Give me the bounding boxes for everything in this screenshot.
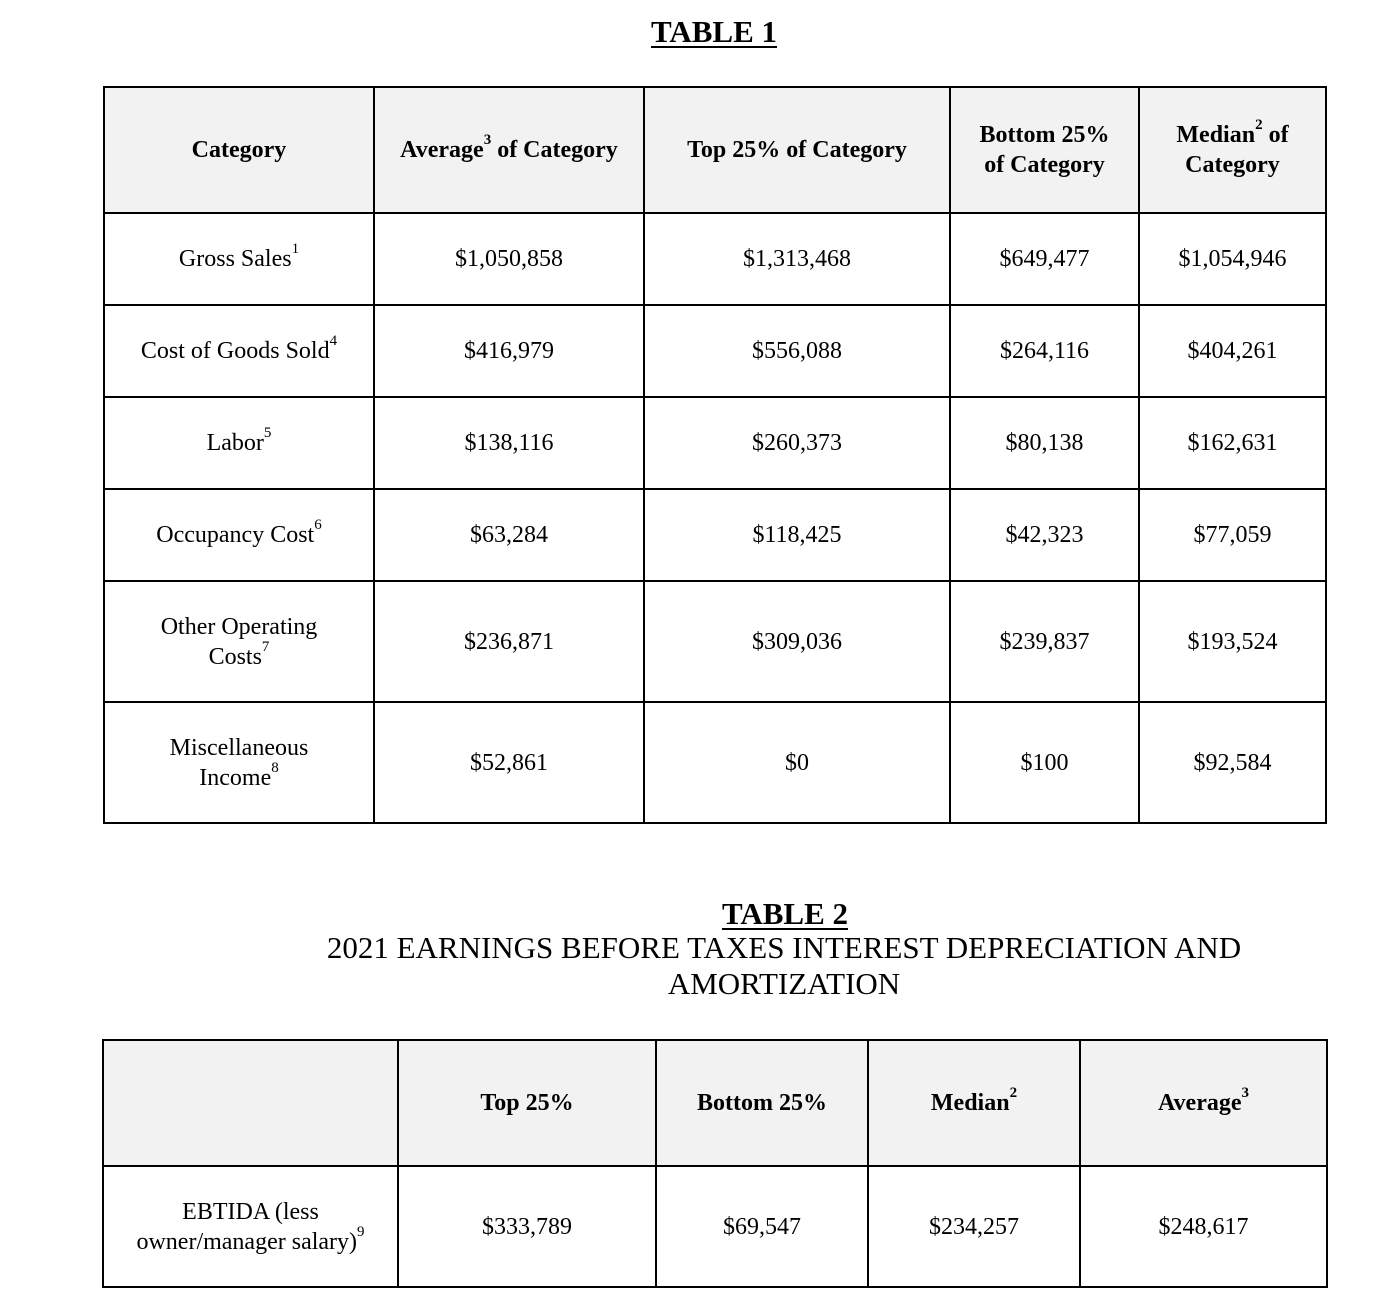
table2-title: TABLE 2 <box>721 896 849 931</box>
row-label: Occupancy Cost$^6$ <box>104 489 374 581</box>
row-label: Labor$^5$ <box>104 397 374 489</box>
cell-bottom25: $69,547 <box>656 1166 868 1287</box>
table2 <box>102 1039 1328 1288</box>
table1-header-bottom25: Bottom 25% of Category <box>950 87 1139 213</box>
table1-header-row <box>104 87 1326 213</box>
table-row <box>104 489 1326 581</box>
cell-average: $416,979 <box>374 305 644 397</box>
table-row <box>104 213 1326 305</box>
cell-top25: $118,425 <box>644 489 950 581</box>
cell-top25: $1,313,468 <box>644 213 950 305</box>
cell-top25: $309,036 <box>644 581 950 702</box>
cell-bottom25: $42,323 <box>950 489 1139 581</box>
cell-median: $234,257 <box>868 1166 1080 1287</box>
cell-top25: $333,789 <box>398 1166 656 1287</box>
cell-average: $138,116 <box>374 397 644 489</box>
cell-average: $52,861 <box>374 702 644 823</box>
row-label: EBTIDA (less owner/manager salary)$^9$ <box>103 1166 398 1287</box>
table1-title: TABLE 1 <box>650 14 778 49</box>
cell-median: $77,059 <box>1139 489 1326 581</box>
cell-top25: $260,373 <box>644 397 950 489</box>
cell-top25: $556,088 <box>644 305 950 397</box>
cell-median: $193,524 <box>1139 581 1326 702</box>
row-label: Gross Sales$^1$ <box>104 213 374 305</box>
cell-median: $162,631 <box>1139 397 1326 489</box>
table1 <box>103 86 1327 824</box>
cell-top25: $0 <box>644 702 950 823</box>
table1-header-median: Median$^2$ of Category <box>1139 87 1326 213</box>
cell-bottom25: $239,837 <box>950 581 1139 702</box>
table-row <box>104 581 1326 702</box>
table-row <box>104 305 1326 397</box>
row-label: Cost of Goods Sold$^4$ <box>104 305 374 397</box>
cell-bottom25: $100 <box>950 702 1139 823</box>
cell-median: $1,054,946 <box>1139 213 1326 305</box>
table-row <box>104 397 1326 489</box>
cell-average: $248,617 <box>1080 1166 1327 1287</box>
table2-header-top25: Top 25% <box>398 1040 656 1166</box>
table2-header-blank <box>103 1040 398 1166</box>
cell-median: $404,261 <box>1139 305 1326 397</box>
cell-bottom25: $80,138 <box>950 397 1139 489</box>
table2-header-bottom25: Bottom 25% <box>656 1040 868 1166</box>
table-row <box>104 702 1326 823</box>
table1-header-category: Category <box>104 87 374 213</box>
table2-header-median: Median$^2$ <box>868 1040 1080 1166</box>
row-label: Other Operating Costs$^7$ <box>104 581 374 702</box>
table1-header-average: Average$^3$ of Category <box>374 87 644 213</box>
table-row <box>103 1166 1327 1287</box>
cell-bottom25: $264,116 <box>950 305 1139 397</box>
table2-subtitle: 2021 EARNINGS BEFORE TAXES INTEREST DEPRECIATION AND AMORTIZATION <box>326 930 1242 1001</box>
cell-median: $92,584 <box>1139 702 1326 823</box>
table2-header-row <box>103 1040 1327 1166</box>
cell-average: $236,871 <box>374 581 644 702</box>
row-label: Miscellaneous Income$^8$ <box>104 702 374 823</box>
cell-bottom25: $649,477 <box>950 213 1139 305</box>
table2-header-average: Average$^3$ <box>1080 1040 1327 1166</box>
cell-average: $63,284 <box>374 489 644 581</box>
table1-header-top25: Top 25% of Category <box>644 87 950 213</box>
cell-average: $1,050,858 <box>374 213 644 305</box>
